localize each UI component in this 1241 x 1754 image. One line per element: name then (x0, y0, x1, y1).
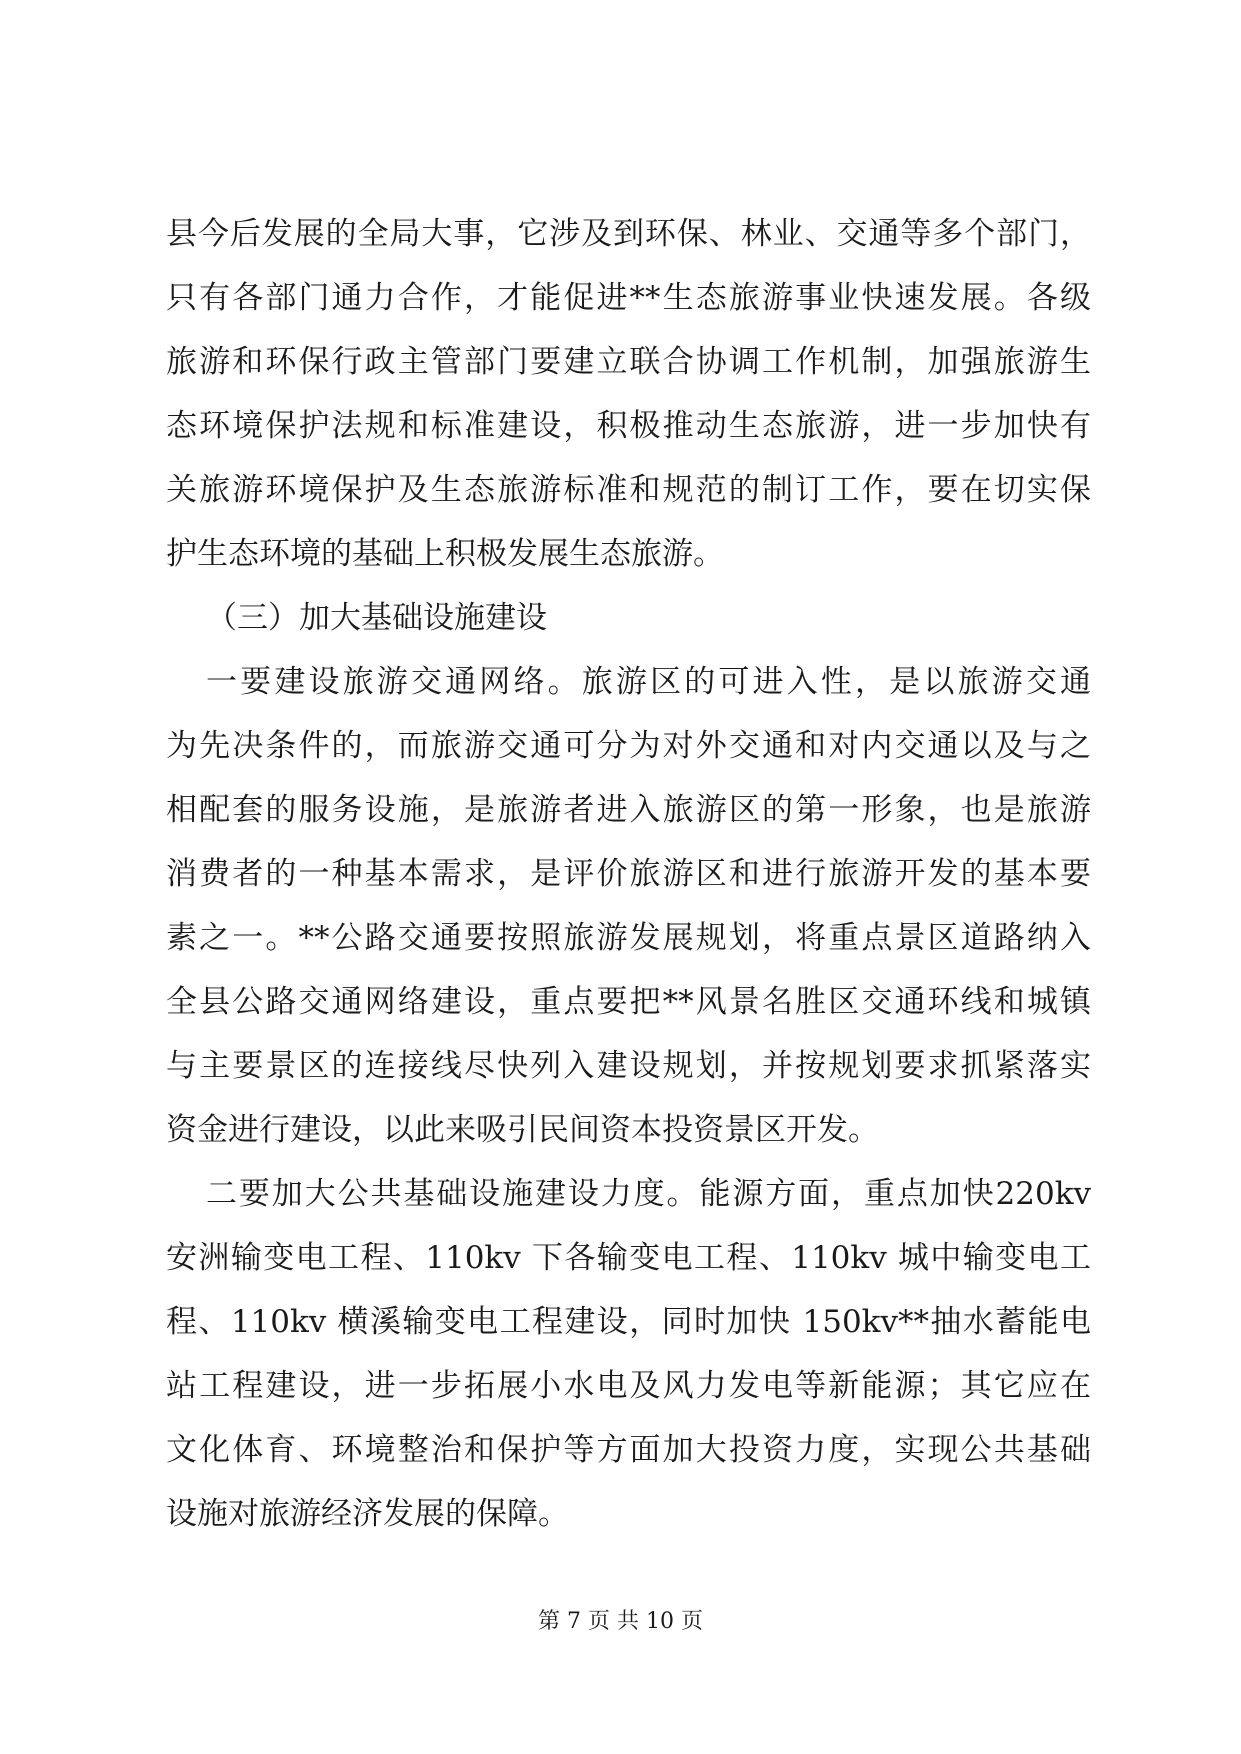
text-line: 文化体育、环境整治和保护等方面加大投资力度，实现公共基础 (166, 1432, 1091, 1468)
text-line: 素之一。**公路交通要按照旅游发展规划，将重点景区道路纳入 (166, 920, 1091, 956)
text-line: 与主要景区的连接线尽快列入建设规划，并按规划要求抓紧落实 (166, 1048, 1091, 1084)
text-line: 为先决条件的，而旅游交通可分为对外交通和对内交通以及与之 (166, 728, 1091, 764)
text-line: 资金进行建设，以此来吸引民间资本投资景区开发。 (166, 1112, 879, 1148)
text-line: 只有各部门通力合作，才能促进**生态旅游事业快速发展。各级 (166, 280, 1091, 316)
page-number-footer: 第 7 页 共 10 页 (538, 1609, 703, 1634)
document-body (166, 202, 1091, 1546)
section-heading: （三）加大基础设施建设 (206, 600, 547, 636)
text-line: 程、110kv 横溪输变电工程建设，同时加快 150kv**抽水蓄能电 (166, 1304, 1091, 1340)
text-line: 态环境保护法规和标准建设，积极推动生态旅游，进一步加快有 (166, 408, 1091, 444)
text-line: 消费者的一种基本需求，是评价旅游区和进行旅游开发的基本要 (166, 856, 1091, 892)
text-line: 全县公路交通网络建设，重点要把**风景名胜区交通环线和城镇 (166, 984, 1091, 1020)
text-line: 安洲输变电工程、110kv 下各输变电工程、110kv 城中输变电工 (166, 1240, 1091, 1276)
paragraph-first-line: 一要建设旅游交通网络。旅游区的可进入性，是以旅游交通 (206, 664, 1091, 700)
text-line: 相配套的服务设施，是旅游者进入旅游区的第一形象，也是旅游 (166, 792, 1091, 828)
text-line: 设施对旅游经济发展的保障。 (166, 1496, 569, 1532)
text-line: 站工程建设，进一步拓展小水电及风力发电等新能源；其它应在 (166, 1368, 1091, 1404)
text-line: 护生态环境的基础上积极发展生态旅游。 (166, 536, 724, 572)
text-line: 关旅游环境保护及生态旅游标准和规范的制订工作，要在切实保 (166, 472, 1091, 508)
text-line: 旅游和环保行政主管部门要建立联合协调工作机制，加强旅游生 (166, 344, 1091, 380)
paragraph-first-line: 二要加大公共基础设施建设力度。能源方面，重点加快220kv (206, 1176, 1091, 1212)
text-line: 县今后发展的全局大事，它涉及到环保、林业、交通等多个部门， (166, 216, 1091, 252)
